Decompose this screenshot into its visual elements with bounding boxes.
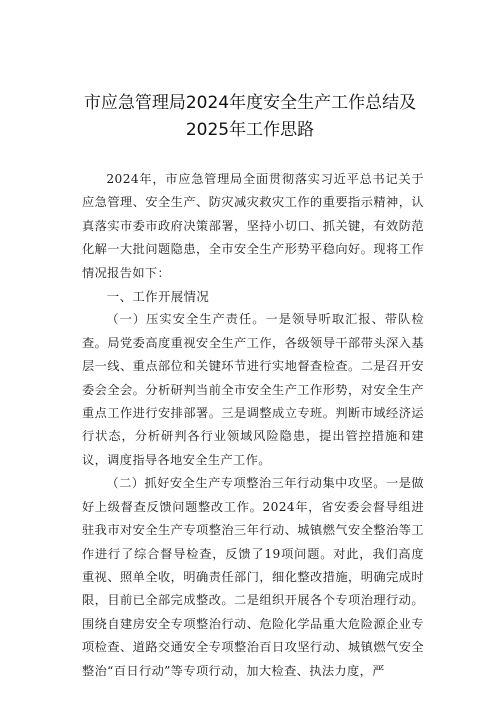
item-paragraph-1: （一）压实安全生产责任。一是领导听取汇报、带队检查。局党委高度重视安全生产工作，各级领导干部带头深入基层一线、重点部位和关键环节进行实地督查检查。二是召开安委会全会。分析研判当前全市安全生产工作形势，对安全生产重点工作进行安排部署。三是调整成立专班。判断市域经济运行状态，分析研判各行业领域风险隐患，提出管控措施和建议，调度指导各地安全生产工作。: [82, 312, 424, 467]
title-line-1: 市应急管理局2024年度安全生产工作总结及: [83, 93, 417, 113]
document-body: [82, 168, 424, 683]
intro-paragraph: 2024年，市应急管理局全面贯彻落实习近平总书记关于应急管理、安全生产、防灾减灾救灾工作的重要指示精神，认真落实市委市政府决策部署，坚持小切口、抓关键，有效防范化解一大批问题隐患，全市安全生产形势平稳向好。现将工作情况报告如下：: [82, 172, 424, 280]
document-title: [60, 90, 440, 144]
section-heading-1: 一、工作开展情况: [106, 289, 210, 305]
item-paragraph-2: （二）抓好安全生产专项整治三年行动集中攻坚。一是做好上级督查反馈问题整改工作。2024年，省安委会督导组进驻我市对安全生产专项整治三年行动、城镇燃气安全整治等工作进行了综合督导检查，反馈了19项问题。对此，我们高度重视、照单全收，明确责任部门，细化整改措施，明确完成时限，目前已全部完成整改。二是组织开展各个专项治理行动。围绕自建房安全专项整治行动、危险化学品重大危险源企业专项检查、道路交通安全专项整治百日攻坚行动、城镇燃气安全整治“百日行动”等专项行动，加大检查、执法力度，严: [82, 476, 424, 678]
title-line-2: 2025年工作思路: [185, 120, 315, 140]
